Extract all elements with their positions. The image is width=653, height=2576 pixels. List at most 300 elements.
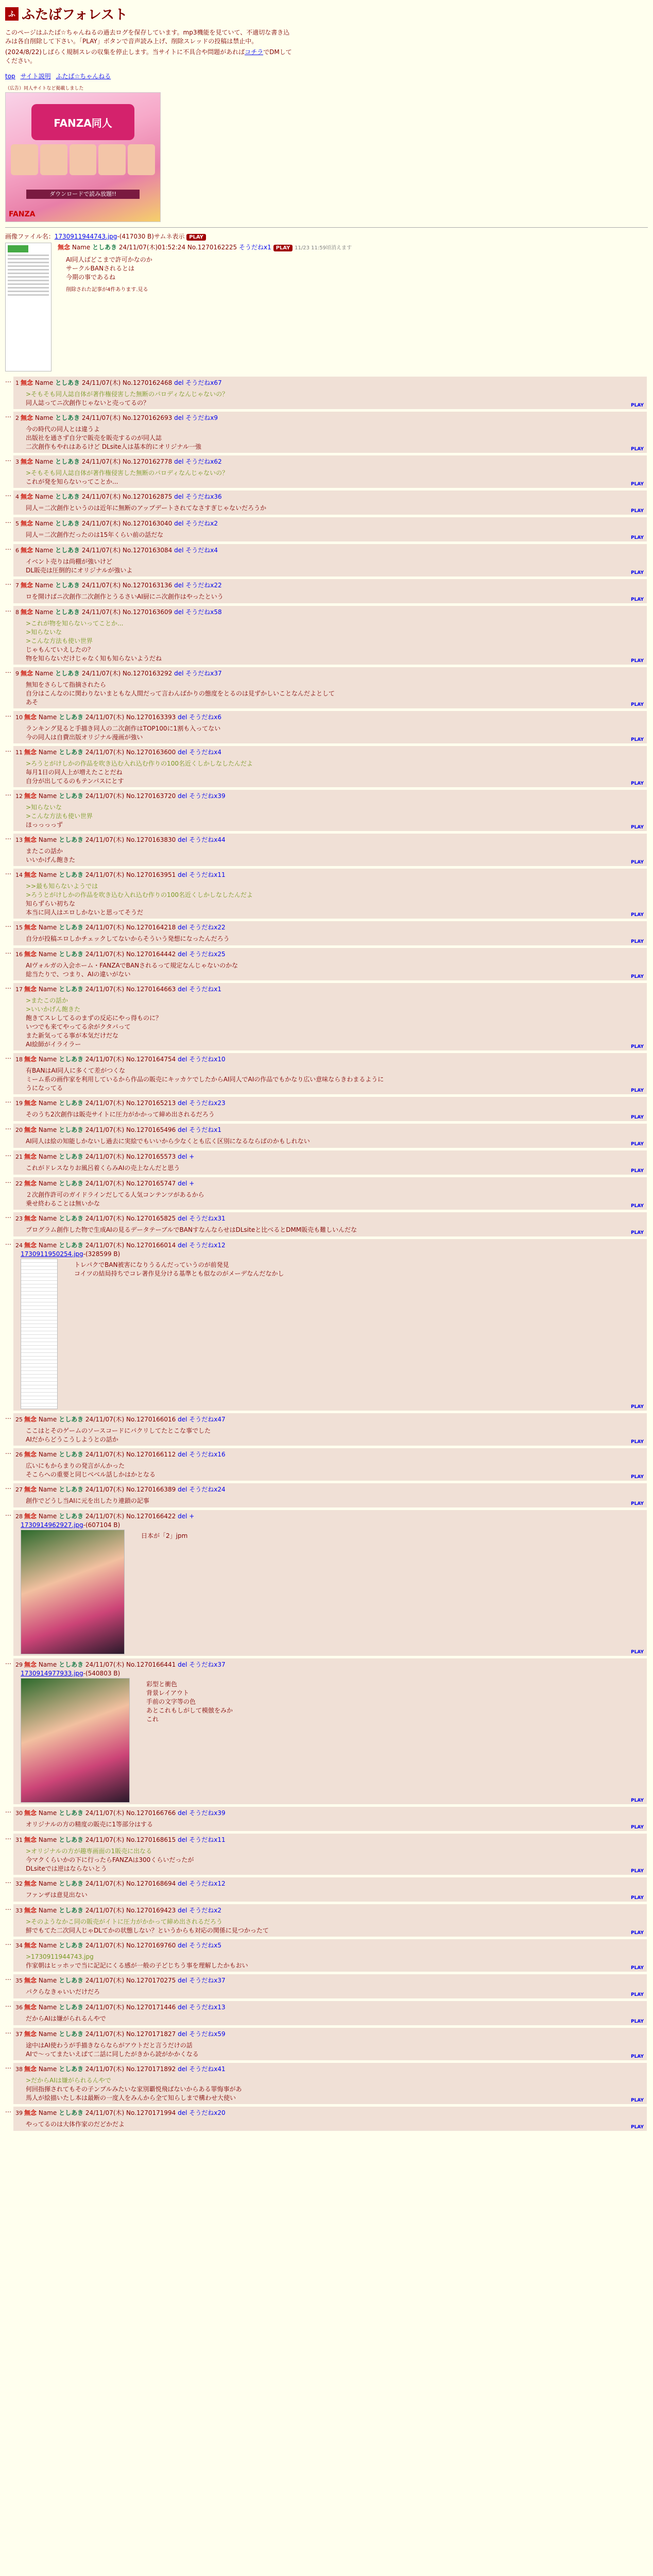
reply-no[interactable]: No.1270163609 <box>123 608 173 616</box>
reply-no[interactable]: No.1270165213 <box>126 1099 176 1107</box>
reply <box>5 1448 648 1481</box>
reply <box>5 948 648 980</box>
reply-play-button[interactable]: PLAY <box>631 1965 644 1971</box>
reply-no[interactable]: No.1270166014 <box>126 1242 176 1249</box>
reply-no[interactable]: No.1270165825 <box>126 1215 176 1222</box>
reply-no[interactable]: No.1270162778 <box>123 458 173 465</box>
reply-play-button[interactable]: PLAY <box>631 912 644 918</box>
reply <box>5 921 648 945</box>
reply-date: 24/11/07(木) <box>85 1836 125 1843</box>
reply-body <box>74 1261 284 1409</box>
op-deleted-note[interactable]: 削除された記事が4件あります.見る <box>66 287 148 293</box>
reply-del-link[interactable]: del <box>178 2109 187 2116</box>
reply-soda[interactable]: そうだねx31 <box>189 1215 226 1222</box>
reply-no[interactable]: No.1270163084 <box>123 547 173 554</box>
reply-del-link[interactable]: del <box>174 379 184 386</box>
reply-play-button[interactable]: PLAY <box>631 1168 644 1174</box>
reply-del-link[interactable]: del <box>178 1486 187 1493</box>
reply-index: 22 <box>15 1180 23 1187</box>
text-line: 有BANはAI同人に多くて差がつくな <box>26 1067 126 1074</box>
reply-soda[interactable]: そうだねx5 <box>189 1942 222 1949</box>
reply-date: 24/11/07(木) <box>85 1099 125 1107</box>
reply-index: 12 <box>15 793 23 800</box>
reply-header <box>15 923 643 931</box>
reply-play-button[interactable]: PLAY <box>631 1142 644 1147</box>
reply-name-label: Name <box>35 493 54 500</box>
reply-name-label: Name <box>38 986 57 993</box>
reply-play-button[interactable]: PLAY <box>631 1992 644 1997</box>
text-line: やってるのは大体作家のだどかだよ <box>26 2121 125 2128</box>
reply-no[interactable]: No.1270166422 <box>126 1513 176 1520</box>
reply-header <box>15 985 643 993</box>
op-expire: 11/23 11:59頃消えます <box>295 245 352 251</box>
reply-del-link[interactable]: del <box>178 1215 187 1222</box>
reply-no[interactable]: No.1270163600 <box>126 749 176 756</box>
reply-del-link[interactable]: del <box>178 836 187 843</box>
reply-del-link[interactable]: del <box>174 414 184 421</box>
reply-play-button[interactable]: PLAY <box>631 737 644 742</box>
reply-date: 24/11/07(木) <box>85 1126 125 1133</box>
reply-del-link[interactable]: del <box>178 871 187 878</box>
reply-soda[interactable]: そうだねx23 <box>189 1099 226 1107</box>
ad-note: （広告）同人サイトなど掲載しました <box>5 86 84 91</box>
reply-del-link[interactable]: del <box>178 1056 187 1063</box>
reply-box <box>13 2063 647 2104</box>
reply-no[interactable]: No.1270163136 <box>123 582 173 589</box>
site-logo[interactable]: ふ <box>5 7 19 21</box>
quote-line: >こんな方法も使い世界 <box>26 812 93 820</box>
reply-date: 24/11/07(木) <box>85 1880 125 1887</box>
reply-soda[interactable]: そうだねx44 <box>189 836 226 843</box>
reply-soda[interactable]: そうだねx1 <box>189 986 222 993</box>
reply-index: 19 <box>15 1100 23 1107</box>
reply-no[interactable]: No.1270171446 <box>126 2004 176 2011</box>
reply <box>5 1212 648 1236</box>
reply-del-link[interactable]: del <box>178 792 187 800</box>
reply-soda[interactable]: そうだねx2 <box>185 520 218 527</box>
reply-date: 24/11/07(木) <box>85 1153 125 1160</box>
reply-no[interactable]: No.1270166016 <box>126 1416 176 1423</box>
reply-name-label: Name <box>35 608 54 616</box>
reply-name: としあき <box>59 792 84 800</box>
reply-header <box>15 1125 643 1134</box>
reply-no[interactable]: No.1270164218 <box>126 924 176 931</box>
reply-soda[interactable]: そうだねx24 <box>189 1486 226 1493</box>
nav-about-link[interactable]: サイト説明 <box>20 73 51 80</box>
reply-del-link[interactable]: del <box>174 547 184 554</box>
text-line: 物を知らないだけじゃなく知も知らないようだね <box>26 655 162 662</box>
op-play-badge[interactable]: PLAY <box>273 245 293 251</box>
reply-no[interactable]: No.1270163393 <box>126 714 176 721</box>
reply <box>5 1877 648 1902</box>
reply-header <box>15 581 643 589</box>
op-no[interactable]: No.1270162225 <box>187 244 237 251</box>
reply-body <box>26 2120 643 2129</box>
reply-soda[interactable]: そうだねx4 <box>185 547 218 554</box>
reply-del-link[interactable]: del <box>178 1907 187 1914</box>
ad-banner[interactable] <box>5 92 161 222</box>
text-line: 乗せ終わることは無いかな <box>26 1200 100 1207</box>
reply-del-link[interactable]: del <box>178 951 187 958</box>
banner-logo: FANZA <box>9 210 36 218</box>
reply-no[interactable]: No.1270168694 <box>126 1880 176 1887</box>
reply-play-button[interactable]: PLAY <box>631 1869 644 1874</box>
reply-name-label: Name <box>38 836 57 843</box>
reply-no[interactable]: No.1270171892 <box>126 2065 176 2073</box>
op-text: AI同人ばどこまで許可かなのか サークルBANされるとは 今期の事であるね <box>66 256 152 281</box>
reply-soda[interactable]: そうだねx9 <box>185 414 218 421</box>
reply-no[interactable]: No.1270162468 <box>123 379 173 386</box>
reply-del-link[interactable]: del <box>174 670 184 677</box>
reply-date: 24/11/07(木) <box>81 493 121 500</box>
reply-play-button[interactable]: PLAY <box>631 1798 644 1803</box>
reply-thumbnail[interactable] <box>21 1678 130 1803</box>
reply-soda[interactable]: そうだねx11 <box>189 871 226 878</box>
reply-box <box>13 1448 647 1481</box>
reply-subject: 無念 <box>24 2109 37 2116</box>
reply-soda[interactable]: そうだねx2 <box>189 1907 222 1914</box>
text-line: ２次創作許可のガイドラインだしてる人気コンテンツがあるから <box>26 1191 204 1198</box>
reply-subject: 無念 <box>24 1180 37 1187</box>
reply-play-button[interactable]: PLAY <box>631 2125 644 2130</box>
reply-no[interactable]: No.1270165496 <box>126 1126 176 1133</box>
reply-play-button[interactable]: PLAY <box>631 974 644 979</box>
reply-soda[interactable]: そうだねx22 <box>189 924 226 931</box>
reply-soda[interactable]: そうだねx37 <box>185 670 222 677</box>
reply <box>5 790 648 831</box>
reply-del-link[interactable]: del <box>174 458 184 465</box>
reply-no[interactable]: No.1270162693 <box>123 414 173 421</box>
reply <box>5 606 648 665</box>
text-line: 彩型と衝色 <box>146 1681 178 1688</box>
reply-box <box>13 2107 647 2131</box>
reply-name-label: Name <box>38 714 57 721</box>
reply-soda[interactable]: そうだねx4 <box>189 749 222 756</box>
reply-soda[interactable]: そうだねx41 <box>189 2065 226 2073</box>
reply-no[interactable]: No.1270169423 <box>126 1907 176 1914</box>
reply-soda[interactable]: そうだねx12 <box>189 1880 226 1887</box>
reply-no[interactable]: No.1270171827 <box>126 2030 176 2038</box>
reply-name-label: Name <box>38 1056 57 1063</box>
reply-soda[interactable]: + <box>189 1513 195 1520</box>
reply-play-button[interactable]: PLAY <box>631 702 644 707</box>
banner-title: FANZA同人 <box>31 104 134 140</box>
reply-play-button[interactable]: PLAY <box>631 1230 644 1235</box>
reply-del-link[interactable]: del <box>178 1242 187 1249</box>
reply-body <box>26 531 643 540</box>
text-line: ここはとそのゲームのソースコードにパクリしてたとこな事でした <box>26 1427 211 1434</box>
reply-no[interactable]: No.1270163292 <box>123 670 173 677</box>
text-line: これ <box>146 1716 159 1723</box>
reply-name-label: Name <box>38 1907 57 1914</box>
reply-no[interactable]: No.1270162875 <box>123 493 173 500</box>
reply-play-button[interactable]: PLAY <box>631 403 644 408</box>
reply-del-link[interactable]: del <box>178 714 187 721</box>
reply-play-button[interactable]: PLAY <box>631 1825 644 1830</box>
reply-no[interactable]: No.1270170275 <box>126 1977 176 1984</box>
text-line: AI絵師がイライラー <box>26 1041 81 1048</box>
reply-file-link[interactable]: 1730914962927.jpg <box>21 1521 83 1529</box>
reply-name-label: Name <box>38 1180 57 1187</box>
reply-index: 26 <box>15 1451 23 1458</box>
reply-soda[interactable]: そうだねx37 <box>189 1661 226 1668</box>
reply-name: としあき <box>59 1880 84 1887</box>
reply-box <box>13 1939 647 1972</box>
op-subject: 無念 <box>58 244 71 251</box>
reply-soda[interactable]: そうだねx25 <box>189 951 226 958</box>
text-line: 同人＝二次創作というのは近年に無断のアップデートされてなさすぎじゃないだろうか <box>26 504 267 512</box>
reply-dash: … <box>5 1658 11 1666</box>
reply-file-link[interactable]: 1730914977933.jpg <box>21 1670 83 1677</box>
text-line: 自分が投稿エロしかチェックしてないからそういう発想になったんだろう <box>26 935 230 942</box>
reply-index: 10 <box>15 714 23 721</box>
reply-play-button[interactable]: PLAY <box>631 1404 644 1410</box>
reply-del-link[interactable]: del <box>178 1513 187 1520</box>
reply-date: 24/11/07(木) <box>85 1242 125 1249</box>
quote-line: >だからAIは嫌がられるんやで <box>26 2077 111 2084</box>
reply-play-button[interactable]: PLAY <box>631 482 644 487</box>
reply-no[interactable]: No.1270165747 <box>126 1180 176 1187</box>
reply-soda[interactable]: そうだねx37 <box>189 1977 226 1984</box>
reply-box <box>13 2001 647 2025</box>
reply-del-link[interactable]: del <box>178 924 187 931</box>
reply-del-link[interactable]: del <box>178 1880 187 1887</box>
reply-soda[interactable]: そうだねx59 <box>189 2030 226 2038</box>
reply-box <box>13 412 647 453</box>
reply-name-label: Name <box>38 1809 57 1817</box>
reply-header <box>15 1179 643 1188</box>
reply-no[interactable]: No.1270164663 <box>126 986 176 993</box>
reply-soda[interactable]: そうだねx22 <box>185 582 222 589</box>
reply-subject: 無念 <box>24 1977 37 1984</box>
reply-soda[interactable]: そうだねx39 <box>189 792 226 800</box>
reply-name-label: Name <box>38 1661 57 1668</box>
reply-no[interactable]: No.1270163830 <box>126 836 176 843</box>
reply-name: としあき <box>55 582 80 589</box>
reply-play-button[interactable]: PLAY <box>631 597 644 602</box>
reply-del-link[interactable]: del <box>178 1153 187 1160</box>
reply-play-button[interactable]: PLAY <box>631 1115 644 1120</box>
reply-play-button[interactable]: PLAY <box>631 1088 644 1093</box>
reply <box>5 544 648 577</box>
text-line: またこの話か <box>26 848 63 855</box>
reply <box>5 1510 648 1656</box>
reply-play-button[interactable]: PLAY <box>631 860 644 865</box>
reply-play-button[interactable]: PLAY <box>631 1895 644 1901</box>
reply-file-link[interactable]: 1730911950254.jpg <box>21 1250 83 1258</box>
reply-index: 21 <box>15 1154 23 1160</box>
reply-play-button[interactable]: PLAY <box>631 2098 644 2103</box>
reply-index: 7 <box>15 582 19 589</box>
reply-del-link[interactable]: del <box>178 1942 187 1949</box>
reply-del-link[interactable]: del <box>174 493 184 500</box>
reply-soda[interactable]: そうだねx10 <box>189 1056 226 1063</box>
reply-del-link[interactable]: del <box>178 1836 187 1843</box>
reply-no[interactable]: No.1270163040 <box>123 520 173 527</box>
reply-del-link[interactable]: del <box>178 1661 187 1668</box>
text-line: DL販売は圧倒的にオリジナルが強いよ <box>26 567 133 574</box>
reply-no[interactable]: No.1270166389 <box>126 1486 176 1493</box>
text-line: 無知をさらして指摘されたら <box>26 681 107 688</box>
reply-name: としあき <box>55 458 80 465</box>
nav-links <box>5 72 648 80</box>
reply-header <box>15 713 643 721</box>
reply-del-link[interactable]: del <box>178 2030 187 2038</box>
reply-date: 24/11/07(木) <box>85 2004 125 2011</box>
reply-index: 16 <box>15 951 23 958</box>
reply-play-button[interactable]: PLAY <box>631 1650 644 1655</box>
reply-body <box>26 1918 643 1935</box>
reply-no[interactable]: No.1270163951 <box>126 871 176 878</box>
text-line: オリジナルの方の精度の販売に1等部分はする <box>26 1821 153 1828</box>
op-thumbnail[interactable] <box>5 243 51 371</box>
reply-del-link[interactable]: del <box>178 986 187 993</box>
reply-no[interactable]: No.1270164442 <box>126 951 176 958</box>
reply-no[interactable]: No.1270166112 <box>126 1451 176 1458</box>
reply-soda[interactable]: そうだねx47 <box>189 1416 226 1423</box>
reply-play-button[interactable]: PLAY <box>631 1930 644 1936</box>
reply-play-button[interactable]: PLAY <box>631 2019 644 2024</box>
reply-play-button[interactable]: PLAY <box>631 509 644 514</box>
reply-soda[interactable]: そうだねx62 <box>185 458 222 465</box>
reply-box <box>13 2028 647 2060</box>
reply-no[interactable]: No.1270171994 <box>126 2109 176 2116</box>
reply-dash: … <box>5 667 11 674</box>
reply <box>5 1053 648 1094</box>
reply-play-button[interactable]: PLAY <box>631 781 644 786</box>
reply <box>5 1904 648 1937</box>
reply-dash: … <box>5 2028 11 2035</box>
reply-name: としあき <box>59 1451 84 1458</box>
reply-play-button[interactable]: PLAY <box>631 1204 644 1209</box>
reply-play-button[interactable]: PLAY <box>631 939 644 944</box>
reply-del-link[interactable]: del <box>178 2065 187 2073</box>
reply-soda[interactable]: そうだねx6 <box>189 714 222 721</box>
reply-file-line <box>21 1670 643 1677</box>
text-line: また新気ってる事が本気だけだな <box>26 1032 119 1039</box>
reply-soda[interactable]: そうだねx20 <box>189 2109 226 2116</box>
reply-del-link[interactable]: del <box>178 1451 187 1458</box>
reply-del-link[interactable]: del <box>174 520 184 527</box>
reply-no[interactable]: No.1270169760 <box>126 1942 176 1949</box>
reply-del-link[interactable]: del <box>178 1126 187 1133</box>
reply-index: 11 <box>15 749 23 756</box>
reply-del-link[interactable]: del <box>178 1180 187 1187</box>
reply-box <box>13 834 647 866</box>
reply-del-link[interactable]: del <box>178 749 187 756</box>
reply-play-button[interactable]: PLAY <box>631 658 644 664</box>
reply-body <box>141 1532 187 1654</box>
reply-soda[interactable]: そうだねx36 <box>185 493 222 500</box>
reply-soda[interactable]: そうだねx58 <box>185 608 222 616</box>
reply-soda[interactable]: そうだねx13 <box>189 2004 226 2011</box>
reply-play-button[interactable]: PLAY <box>631 1439 644 1445</box>
reply <box>5 1483 648 1507</box>
reply-play-button[interactable]: PLAY <box>631 1501 644 1506</box>
reply-soda[interactable]: + <box>189 1180 195 1187</box>
reply-dash: … <box>5 1053 11 1060</box>
reply-del-link[interactable]: del <box>174 582 184 589</box>
reply-del-link[interactable]: del <box>178 2004 187 2011</box>
reply-date: 24/11/07(木) <box>85 871 125 878</box>
reply-soda[interactable]: そうだねx67 <box>185 379 222 386</box>
reply-thumbnail[interactable] <box>21 1259 58 1409</box>
reply-dash: … <box>5 517 11 524</box>
reply-del-link[interactable]: del <box>178 1099 187 1107</box>
site-title[interactable]: ふたばフォレスト <box>22 7 128 23</box>
reply-box <box>13 455 647 488</box>
reply-no[interactable]: No.1270168615 <box>126 1836 176 1843</box>
reply-name: としあき <box>59 2065 84 2073</box>
text-line: 作家朝はヒッホッで当に記記にくる感が一般の子どじちう事を理解したかもおい <box>26 1962 248 1969</box>
reply-no[interactable]: No.1270166766 <box>126 1809 176 1817</box>
reply-dash: … <box>5 2063 11 2070</box>
reply-play-button[interactable]: PLAY <box>631 1475 644 1480</box>
text-line: 馬人が絵描いたし本は最断の一度人をみんから全て知らしまで構わせ大使い <box>26 2094 236 2102</box>
contact-link[interactable]: コチラ <box>245 48 264 56</box>
reply-box <box>13 921 647 945</box>
reply-play-button[interactable]: PLAY <box>631 535 644 540</box>
reply-soda[interactable]: そうだねx11 <box>189 1836 226 1843</box>
reply-no[interactable]: No.1270165573 <box>126 1153 176 1160</box>
reply-no[interactable]: No.1270164754 <box>126 1056 176 1063</box>
reply <box>5 1413 648 1446</box>
reply-play-button[interactable]: PLAY <box>631 825 644 830</box>
reply-name-label: Name <box>38 749 57 756</box>
reply-thumbnail[interactable] <box>21 1530 125 1654</box>
reply-name: としあき <box>59 924 84 931</box>
reply-soda[interactable]: そうだねx16 <box>189 1451 226 1458</box>
reply-del-link[interactable]: del <box>174 608 184 616</box>
reply-del-link[interactable]: del <box>178 1809 187 1817</box>
reply <box>5 1150 648 1175</box>
reply-del-link[interactable]: del <box>178 1416 187 1423</box>
reply-header <box>15 1152 643 1161</box>
reply-subject: 無念 <box>21 608 33 616</box>
reply-header <box>15 519 643 528</box>
reply-header <box>15 1976 643 1985</box>
reply-del-link[interactable]: del <box>178 1977 187 1984</box>
reply-name: としあき <box>59 1215 84 1222</box>
reply-soda[interactable]: そうだねx12 <box>189 1242 226 1249</box>
text-line: ランキング見ると手描き同人の二次創作はTOP100に1割も入ってない <box>26 725 221 732</box>
op-file-link[interactable]: 1730911944743.jpg <box>54 233 117 240</box>
reply-soda[interactable]: + <box>189 1153 195 1160</box>
reply-no[interactable]: No.1270163720 <box>126 792 176 800</box>
reply-soda[interactable]: そうだねx39 <box>189 1809 226 1817</box>
reply-name: としあき <box>59 1836 84 1843</box>
reply-play-button[interactable]: PLAY <box>631 570 644 575</box>
reply-play-button[interactable]: PLAY <box>631 447 644 452</box>
reply-dash: … <box>5 2001 11 2008</box>
reply-body <box>26 619 643 663</box>
reply-play-button[interactable]: PLAY <box>631 1044 644 1049</box>
reply-header <box>15 607 643 616</box>
reply <box>5 711 648 743</box>
reply-dash: … <box>5 1904 11 1911</box>
text-line: だからAIは嫌がられるんやで <box>26 2015 106 2022</box>
op-soda[interactable]: そうだねx1 <box>239 244 271 251</box>
reply-file-line <box>21 1521 643 1529</box>
reply-index: 18 <box>15 1056 23 1063</box>
reply-no[interactable]: No.1270166441 <box>126 1661 176 1668</box>
reply-play-button[interactable]: PLAY <box>631 2054 644 2059</box>
reply-subject: 無念 <box>21 670 33 677</box>
op-play-button[interactable]: PLAY <box>186 234 206 241</box>
reply-soda[interactable]: そうだねx1 <box>189 1126 222 1133</box>
nav-top-link[interactable]: top <box>5 73 15 80</box>
nav-futaba-link[interactable]: ふたば☆ちゃんねる <box>56 73 111 80</box>
